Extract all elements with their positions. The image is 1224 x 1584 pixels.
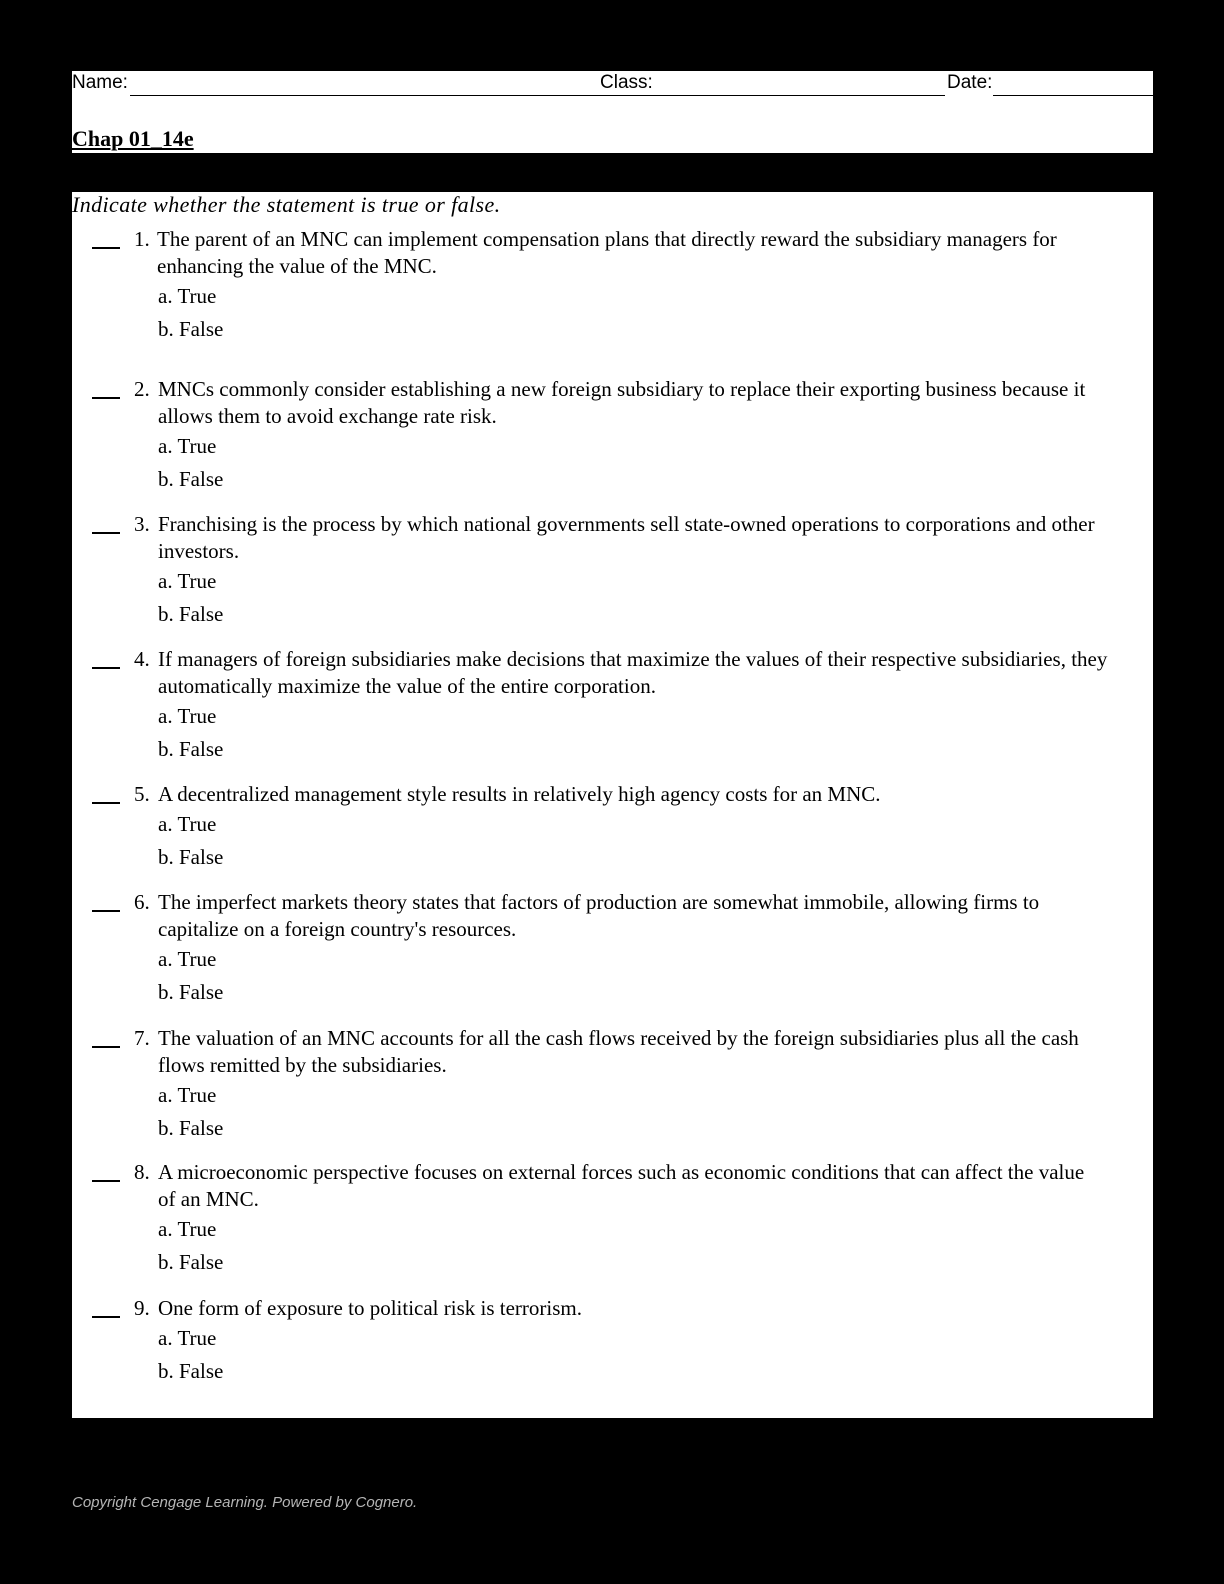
question-line: investors. (158, 539, 240, 563)
question-line: capitalize on a foreign country's resources. (158, 917, 517, 941)
option-true[interactable]: a. True (158, 434, 217, 458)
date-field[interactable] (993, 95, 1153, 96)
question-text (158, 511, 1218, 565)
question-line: A decentralized management style results in relatively high agency costs for an MNC. (158, 782, 881, 806)
answer-blank[interactable] (92, 1046, 120, 1048)
question-text (158, 376, 1218, 430)
date-label: Date: (947, 72, 993, 93)
question-number: 4. (134, 647, 150, 671)
answer-blank[interactable] (92, 397, 120, 399)
answer-blank[interactable] (92, 1180, 120, 1182)
class-label: Class: (600, 72, 653, 93)
answer-blank[interactable] (92, 247, 120, 249)
option-true[interactable]: a. True (158, 704, 217, 728)
option-false[interactable]: b. False (158, 1359, 224, 1383)
option-false[interactable]: b. False (158, 1116, 224, 1140)
question-text (158, 1159, 1218, 1213)
question-line: One form of exposure to political risk is terrorism. (158, 1296, 582, 1320)
question-line: The imperfect markets theory states that factors of production are somewhat immobile, allowing firms to (158, 890, 1040, 914)
question-text (158, 889, 1218, 943)
option-false[interactable]: b. False (158, 1250, 224, 1274)
copyright-footer: Copyright Cengage Learning. Powered by Cognero. (72, 1494, 418, 1511)
option-false[interactable]: b. False (158, 467, 224, 491)
option-true[interactable]: a. True (158, 812, 217, 836)
question-line: flows remitted by the subsidiaries. (158, 1053, 447, 1077)
question-number: 2. (134, 377, 150, 401)
question-number: 1. (134, 227, 150, 251)
question-line: of an MNC. (158, 1187, 259, 1211)
option-false[interactable]: b. False (158, 845, 224, 869)
question-line: Franchising is the process by which national governments sell state-owned operations to corporations and other (158, 512, 1095, 536)
question-number: 7. (134, 1026, 150, 1050)
chapter-title: Chap 01_14e (72, 126, 194, 151)
question-line: MNCs commonly consider establishing a new foreign subsidiary to replace their exporting business because it (158, 377, 1086, 401)
question-line: enhancing the value of the MNC. (157, 254, 437, 278)
instruction-text: Indicate whether the statement is true or false. (72, 192, 501, 217)
option-true[interactable]: a. True (158, 284, 217, 308)
answer-blank[interactable] (92, 802, 120, 804)
name-label: Name: (72, 72, 128, 93)
option-false[interactable]: b. False (158, 980, 224, 1004)
option-false[interactable]: b. False (158, 317, 224, 341)
student-info-row (72, 71, 1153, 99)
question-text (158, 781, 1218, 808)
option-true[interactable]: a. True (158, 1217, 217, 1241)
name-field[interactable] (130, 95, 665, 96)
answer-blank[interactable] (92, 532, 120, 534)
option-true[interactable]: a. True (158, 1326, 217, 1350)
question-line: A microeconomic perspective focuses on external forces such as economic conditions that can affect the value (158, 1160, 1085, 1184)
question-number: 9. (134, 1296, 150, 1320)
option-false[interactable]: b. False (158, 737, 224, 761)
question-line: The parent of an MNC can implement compensation plans that directly reward the subsidiary managers for (157, 227, 1057, 251)
answer-blank[interactable] (92, 1316, 120, 1318)
question-section (72, 192, 1153, 1418)
question-line: The valuation of an MNC accounts for all the cash flows received by the foreign subsidiaries plus all the cash (158, 1026, 1079, 1050)
question-text (158, 1295, 1218, 1322)
option-true[interactable]: a. True (158, 1083, 217, 1107)
answer-blank[interactable] (92, 667, 120, 669)
class-field[interactable] (657, 95, 945, 96)
question-number: 6. (134, 890, 150, 914)
option-true[interactable]: a. True (158, 569, 217, 593)
question-text (158, 1025, 1218, 1079)
question-number: 3. (134, 512, 150, 536)
question-number: 5. (134, 782, 150, 806)
question-line: automatically maximize the value of the entire corporation. (158, 674, 656, 698)
question-number: 8. (134, 1160, 150, 1184)
header-box (72, 71, 1153, 153)
answer-blank[interactable] (92, 910, 120, 912)
option-false[interactable]: b. False (158, 602, 224, 626)
option-true[interactable]: a. True (158, 947, 217, 971)
question-line: If managers of foreign subsidiaries make decisions that maximize the values of their respective subsidiaries, they (158, 647, 1108, 671)
question-line: allows them to avoid exchange rate risk. (158, 404, 497, 428)
question-text (157, 226, 1217, 280)
question-text (158, 646, 1218, 700)
